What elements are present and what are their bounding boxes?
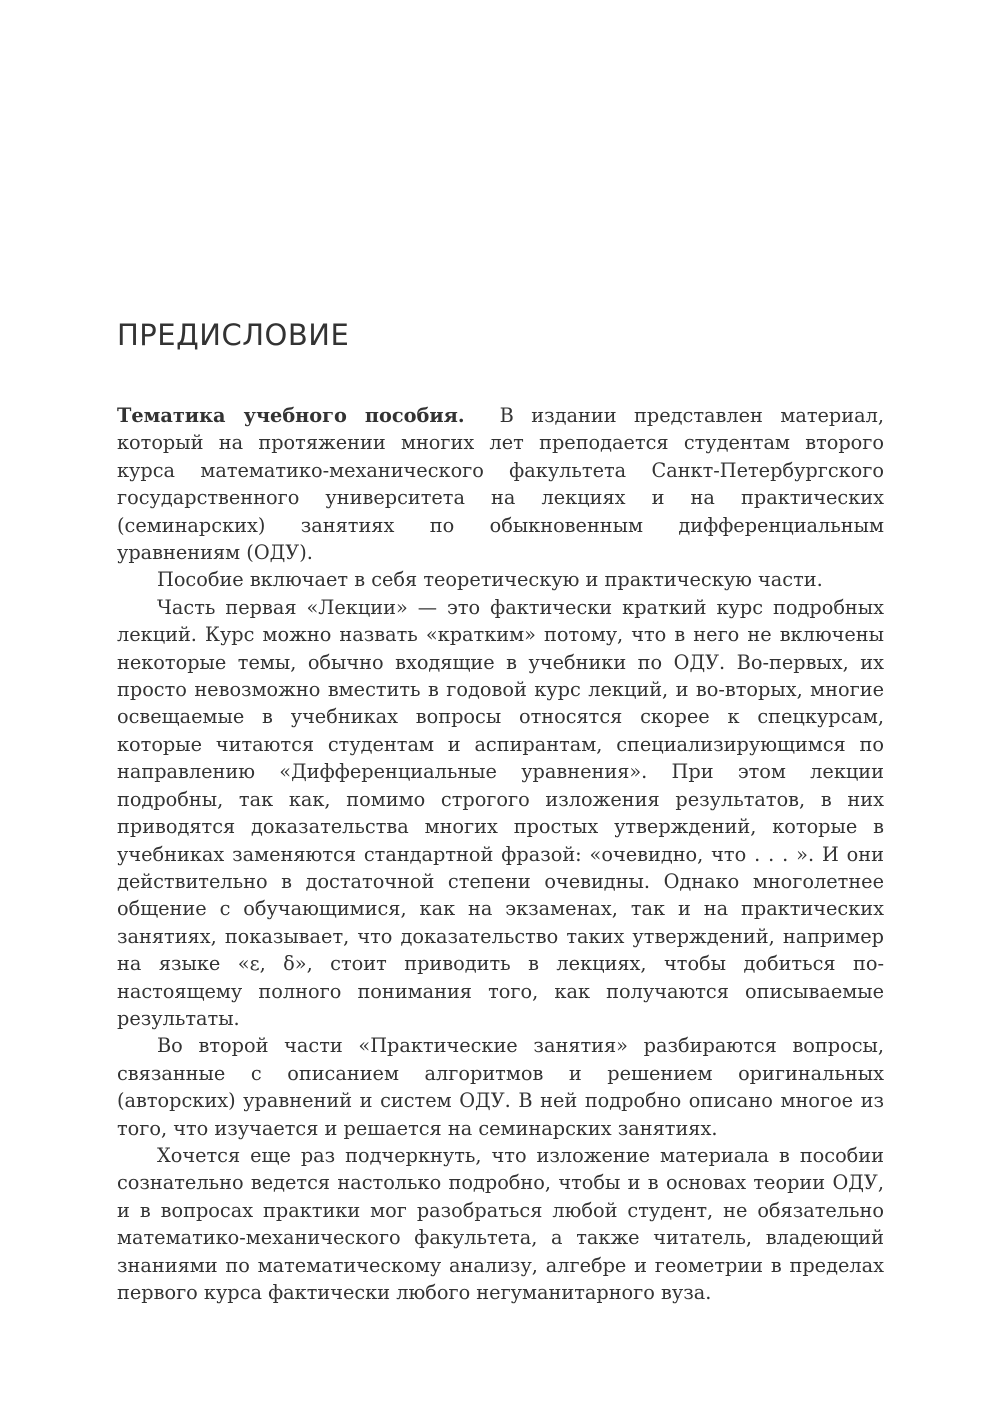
paragraph-topic [117,402,884,566]
paragraph-text: В издании представлен материал, который на протяжении многих лет преподается студентам второго курса математико-механического факультета Санкт-Петербургского государственного университета на лекциях и на практических (семинарских) занятиях по обыкновенным дифференциальным уравнениям (ОДУ). [117,404,884,565]
preface-body [117,402,884,1306]
paragraph-practice: Во второй части «Практические занятия» разбираются вопросы, связанные с описанием алгоритмов и решением оригинальных (авторских) уравнений и систем ОДУ. В ней подробно описано многое из того, что изучается и решается на семинарских занятиях. [117,1034,884,1140]
paragraph-closing: Хочется еще раз подчеркнуть, что изложение материала в пособии сознательно ведется настолько подробно, чтобы и в основах теории ОДУ, и в вопросах практики мог разобраться любой студент, не обязательно математико-механического факультета, а также читатель, владеющий знаниями по математическому анализу, алгебре и геометрии в пределах первого курса фактически любого негуманитарного вуза. [117,1143,884,1304]
chapter-title: ПРЕДИСЛОВИЕ [117,318,350,352]
paragraph-parts: Пособие включает в себя теоретическую и практическую части. [157,568,823,592]
paragraph-lectures: Часть первая «Лекции» — это фактически краткий курс подробных лекций. Курс можно назвать «кратким» потому, что в него не включены некоторые темы, обычно входящие в учебники по ОДУ. Во-первых, их просто невозможно вместить в годовой курс лекций, и во-вторых, многие освещаемые в учебниках вопросы относятся скорее к спецкурсам, которые читаются студентам и аспирантам, специализирующимся по направлению «Дифференциальные уравнения». При этом лекции подробны, так как, помимо строгого изложения результатов, в них приводятся доказательства многих простых утверждений, которые в учебниках заменяются стандартной фразой: «очевидно, что . . . ». И они действительно в достаточной степени очевидны. Однако многолетнее общение с обучающимися, как на экзаменах, так и на практических занятиях, показывает, что доказательство таких утверждений, например на языке «ε, δ», стоит приводить в лекциях, чтобы добиться по-настоящему полного понимания того, как получаются описываемые результаты. [117,595,884,1030]
paragraph-lead-heading: Тематика учебного пособия. [117,404,465,427]
